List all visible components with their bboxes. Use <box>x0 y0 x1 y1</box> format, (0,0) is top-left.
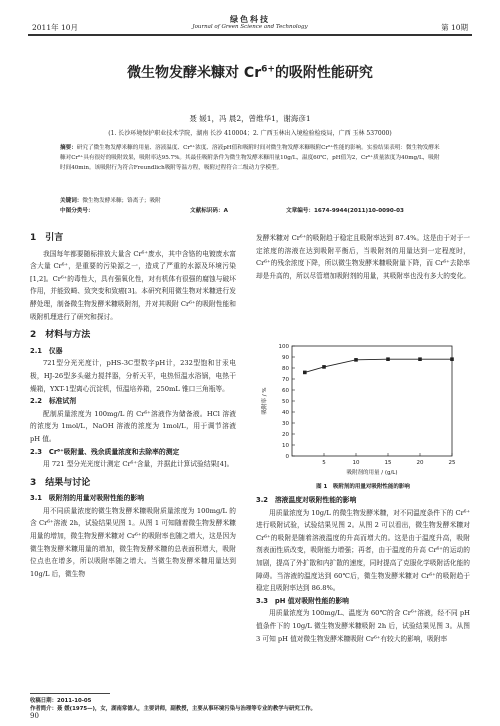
y-tick-label: 30 <box>282 421 289 427</box>
journal-title-en: Journal of Green Science and Technology <box>192 24 308 30</box>
y-tick-label: 10 <box>282 443 289 449</box>
y-tick-label: 0 <box>285 454 289 460</box>
data-point <box>303 371 307 375</box>
section-3-heading: 3 结果与讨论 <box>30 477 91 488</box>
title-main: 微生物发酵米糠对 Cr <box>127 65 262 81</box>
data-point <box>322 365 326 369</box>
section-1-heading: 1 引言 <box>30 233 64 243</box>
temperature-paragraph: 用质量浓度为 10g/L 的微生物发酵米糠，对不同温度条件下的 Cr⁶⁺进行吸附试验，试验结果见图 2。从图 2 可以看出，微生物发酵米糠对 Cr⁶⁺的吸附是随着溶液温度的升高而增大的。这是由于温度升高，吸附剂表面性质改变，吸附能力增强；再者，由于温度的升高 Cr⁶⁺的运动的加剧，提高了外扩散和内扩散的速度，同时提高了克服化学吸附活化能的障碍。当溶液的温度达到 60℃后，微生物发酵米糠对 Cr⁶⁺的吸附趋于稳定且吸附率达到 86.8%。 <box>256 508 470 593</box>
y-tick-label: 20 <box>282 432 289 438</box>
footnote-rule <box>30 693 110 694</box>
keywords <box>60 196 440 204</box>
y-tick-label: 40 <box>282 410 289 416</box>
keywords-text: 微生物发酵米糠；铬离子；吸附 <box>82 198 161 204</box>
issue-number: 第 10期 <box>441 23 468 32</box>
title-tail: 的吸附性能研究 <box>274 65 373 81</box>
figure-1-caption: 图 1 吸附剂的用量对吸附性能的影响 <box>316 484 410 490</box>
reagents-paragraph: 配制质量浓度为 100mg/L 的 Cr⁶⁺溶液作为储备液。HCl 溶液的浓度为 1mol/L，NaOH 溶液的浓度为 1mol/L，用于调节溶液 pH 值。 <box>30 409 236 443</box>
journal-title-cn: 绿色科技 <box>230 14 270 24</box>
author-bio: 作者简介：聂 媛(1975—)，女，湖南常德人，主要讲师，副教授，主要从事环境污染与治理等专业的教学与研究工作。 <box>30 706 316 712</box>
section-2-1-heading: 2.1 仪器 <box>30 346 63 355</box>
figure-1-chart <box>256 340 470 478</box>
x-tick-label: 10 <box>352 460 360 466</box>
abstract-text: 研究了微生物发酵米糠的用量、溶液温度、Cr⁶⁺浓度、溶液pH值和吸附时间对微生物发酵米糠吸附Cr⁶⁺性能的影响。实验结果表明：微生物发酵米糠对Cr⁶⁺具有很好的吸附效果，吸附率达95.7%。其最佳吸附条件为微生物发酵米糠用量10g/L，温度60℃，pH值为2，Cr⁶⁺质量浓度为40mg/L，吸附时间40min。该吸附行为符合Freundlich吸附等温方程，吸附过程符合二级动力学模型。 <box>60 145 440 171</box>
data-point <box>386 357 390 361</box>
dosage-paragraph: 用不同质量浓度的微生物发酵米糠吸附质量浓度为 100mg/L 的含 Cr⁶⁺溶液 2h，试验结果见图 1。从图 1 可知随着微生物发酵米糠用量的增加，微生物发酵米糠对 Cr⁶⁺的吸附率也随之增大，这是因为微生物发酵米糠用量的增加，微生物发酵米糠的总表面积增大，吸附位点也在增多，所以吸附率随之增大。当微生物发酵米糠用量达到 10g/L 后，微生物 <box>30 506 236 578</box>
section-2-heading: 2 材料与方法 <box>30 330 91 341</box>
series-line <box>305 359 452 372</box>
section-3-3-heading: 3.3 pH 值对吸附性能的影响 <box>256 596 349 605</box>
document-code: 文献标识码：A <box>190 208 228 214</box>
y-tick-label: 70 <box>282 377 289 383</box>
x-tick-label: 25 <box>448 460 456 466</box>
x-tick-label: 15 <box>384 460 392 466</box>
section-3-1-heading: 3.1 吸附剂的用量对吸附性能的影响 <box>30 494 144 503</box>
y-tick-label: 60 <box>282 388 289 394</box>
y-axis-label: 吸附率 / % <box>262 387 268 415</box>
journal-header <box>0 8 500 38</box>
dosage-paragraph-cont: 发酵米糠对 Cr⁶⁺的吸附趋于稳定且吸附率达到 87.4%。这是由于对于一定浓度的溶液在达到吸附平衡后，当吸附剂的用量达到一定程度时，Cr⁶⁺的残余浓度下降，所以微生物发酵米糠吸附量下降，而 Cr⁶⁺去除率却是升高的，所以尽管增加吸附剂的用量，其吸附率也没有多大的变化。 <box>256 234 470 280</box>
x-tick-label: 20 <box>416 460 424 466</box>
page-number: 90 <box>30 712 39 720</box>
authors: 聂 媛1，冯 晨2，曾维华1，谢海彦1 <box>189 114 311 123</box>
title-sup: 6+ <box>261 64 275 75</box>
x-tick-label: 5 <box>322 460 326 466</box>
keywords-label: 关键词： <box>60 198 83 204</box>
right-column-top <box>256 232 470 282</box>
abstract-label: 摘要： <box>60 145 77 151</box>
paper-title <box>0 62 500 82</box>
clc-number: 中图分类号： <box>60 208 94 214</box>
y-tick-label: 50 <box>282 399 289 405</box>
intro-paragraph: 我国每年都要随标排放大量含 Cr⁶⁺废水，其中含铬的电镀废水富含大量 Cr⁶⁺，是重要的污染源之一，造成了严重的水源及环境污染[1,2]。Cr⁶⁺的毒性大，具有强氧化性，对有机体有很强的腐蚀与破坏作用，并能致畸、致突变和致癌[3]。本研究利用微生物对米糠进行发酵处理，制备微生物发酵米糠吸附剂，并对其吸附 Cr⁶⁺的吸附性能和吸附机理进行了研究和探讨。 <box>30 249 236 321</box>
y-tick-label: 100 <box>278 344 289 350</box>
data-point <box>354 358 358 362</box>
section-2-2-heading: 2.2 标准试剂 <box>30 397 77 406</box>
data-point <box>418 357 422 361</box>
abstract <box>60 143 440 173</box>
received-date: 收稿日期：2011-10-05 <box>30 698 92 704</box>
instruments-paragraph: 721型分光光度计，pHS-3C型数字pH计，232型饱和甘汞电极，HJ-26型多头磁力搅拌器，分析天平，电热恒温水浴锅，电热干燥箱，YXT-1型离心沉淀机，恒温培养箱，250mL 锥口三角瓶等。 <box>30 359 236 393</box>
data-point <box>450 357 454 361</box>
y-tick-label: 80 <box>282 366 289 372</box>
section-2-3-heading: 2.3 Cr⁶⁺吸附量、残余质量浓度和去除率的测定 <box>30 447 180 456</box>
issue-date: 2011年 10月 <box>32 23 79 32</box>
left-column <box>30 232 236 580</box>
x-axis-label: 吸附剂的用量 / (g/L) <box>346 470 398 476</box>
measurement-paragraph: 用 721 型分光光度计测定 Cr⁶⁺含量，并据此计算试验结果[4]。 <box>43 460 234 469</box>
affiliation: (1. 长沙环境保护职业技术学院，湖南 长沙 410004；2. 广西玉林出入境检验检疫局，广西 玉林 537000) <box>108 130 392 137</box>
article-number: 文章编号：1674-9944(2011)10-0090-03 <box>286 208 404 214</box>
section-3-2-heading: 3.2 溶液温度对吸附性能的影响 <box>256 496 357 504</box>
header-rule <box>28 34 472 36</box>
y-tick-label: 90 <box>282 355 289 361</box>
right-column-bottom <box>256 494 470 645</box>
ph-paragraph: 用质量浓度为 100mg/L、温度为 60℃的含 Cr⁶⁺溶液，经不同 pH 值条件下的 10g/L 微生物发酵米糠吸附 2h 后，试验结果见图 3。从图 3 可知 pH 值对微生物发酵米糠吸附 Cr⁶⁺有较大的影响，吸附率 <box>256 609 470 643</box>
plot-frame <box>292 346 452 456</box>
figure-1 <box>256 340 470 490</box>
